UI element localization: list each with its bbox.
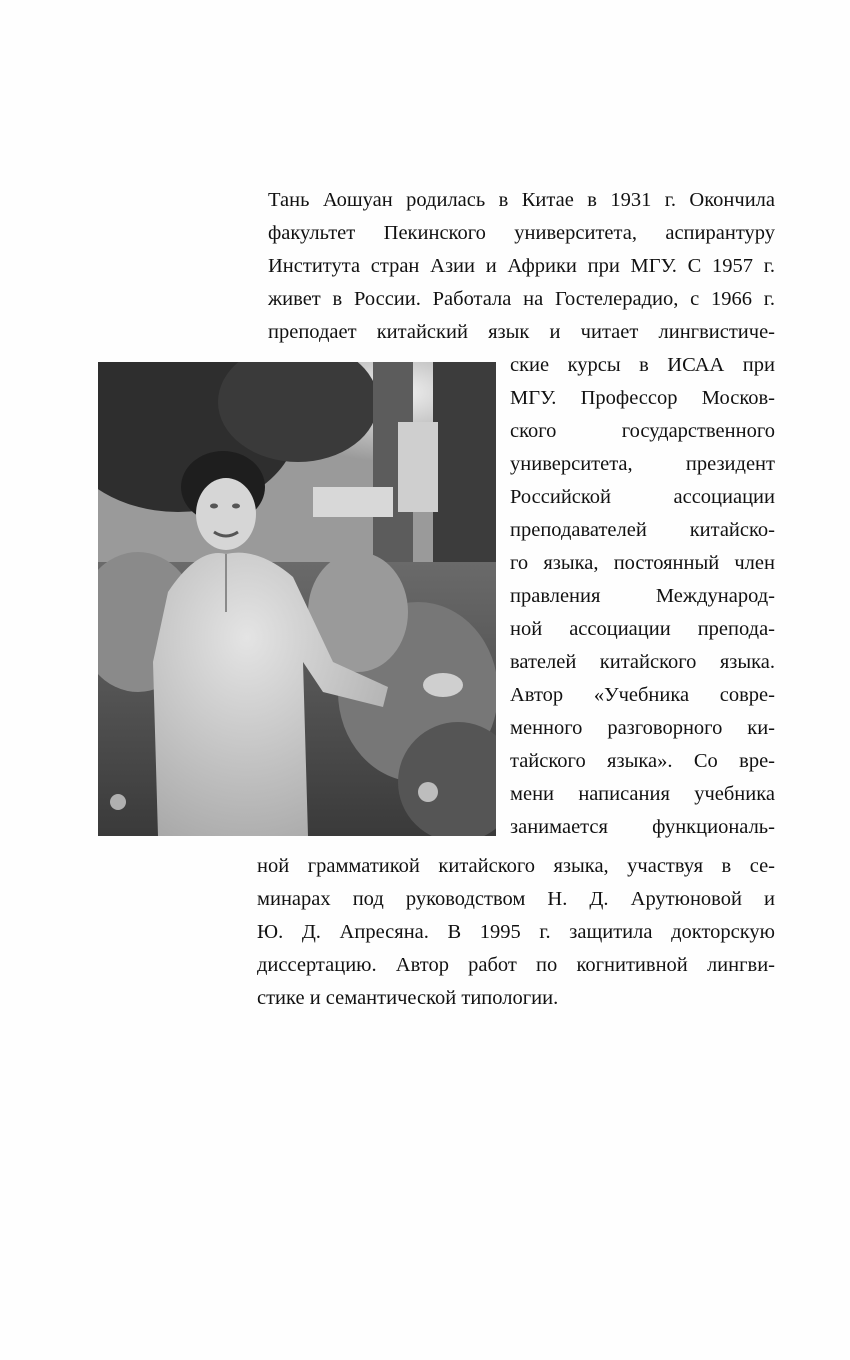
bio-line: МГУ. Профессор Москов-	[510, 387, 775, 409]
bio-line: преподает китайский язык и читает лингвистиче-	[268, 321, 775, 343]
bio-line: Института стран Азии и Африки при МГУ. С 1957 г.	[268, 255, 775, 277]
bio-line: менного разговорного ки-	[510, 717, 775, 739]
bio-line: занимается функциональ-	[510, 816, 775, 838]
bio-line: правления Международ-	[510, 585, 775, 607]
bio-line: тайского языка». Со вре-	[510, 750, 775, 772]
bio-line: минарах под руководством Н. Д. Арутюновой и	[257, 888, 775, 910]
bio-line: ной ассоциации препода-	[510, 618, 775, 640]
bio-line: диссертацию. Автор работ по когнитивной лингви-	[257, 954, 775, 976]
bio-line: ского государственного	[510, 420, 775, 442]
bio-line: факультет Пекинского университета, аспирантуру	[268, 222, 775, 244]
bio-line: Тань Аошуан родилась в Китае в 1931 г. Окончила	[268, 189, 775, 211]
bio-line: Ю. Д. Апресяна. В 1995 г. защитила докторскую	[257, 921, 775, 943]
bio-line: ские курсы в ИСАА при	[510, 354, 775, 376]
bio-line: го языка, постоянный член	[510, 552, 775, 574]
bio-line: преподавателей китайско-	[510, 519, 775, 541]
bio-line: ной грамматикой китайского языка, участвуя в се-	[257, 855, 775, 877]
bio-line: Автор «Учебника совре-	[510, 684, 775, 706]
bio-line: живет в России. Работала на Гостелерадио, с 1966 г.	[268, 288, 775, 310]
author-portrait-photo	[98, 362, 496, 836]
bio-line: Российской ассоциации	[510, 486, 775, 508]
bio-line: вателей китайского языка.	[510, 651, 775, 673]
bio-line: университета, президент	[510, 453, 775, 475]
bio-line: мени написания учебника	[510, 783, 775, 805]
bio-line: стике и семантической типологии.	[257, 987, 559, 1009]
